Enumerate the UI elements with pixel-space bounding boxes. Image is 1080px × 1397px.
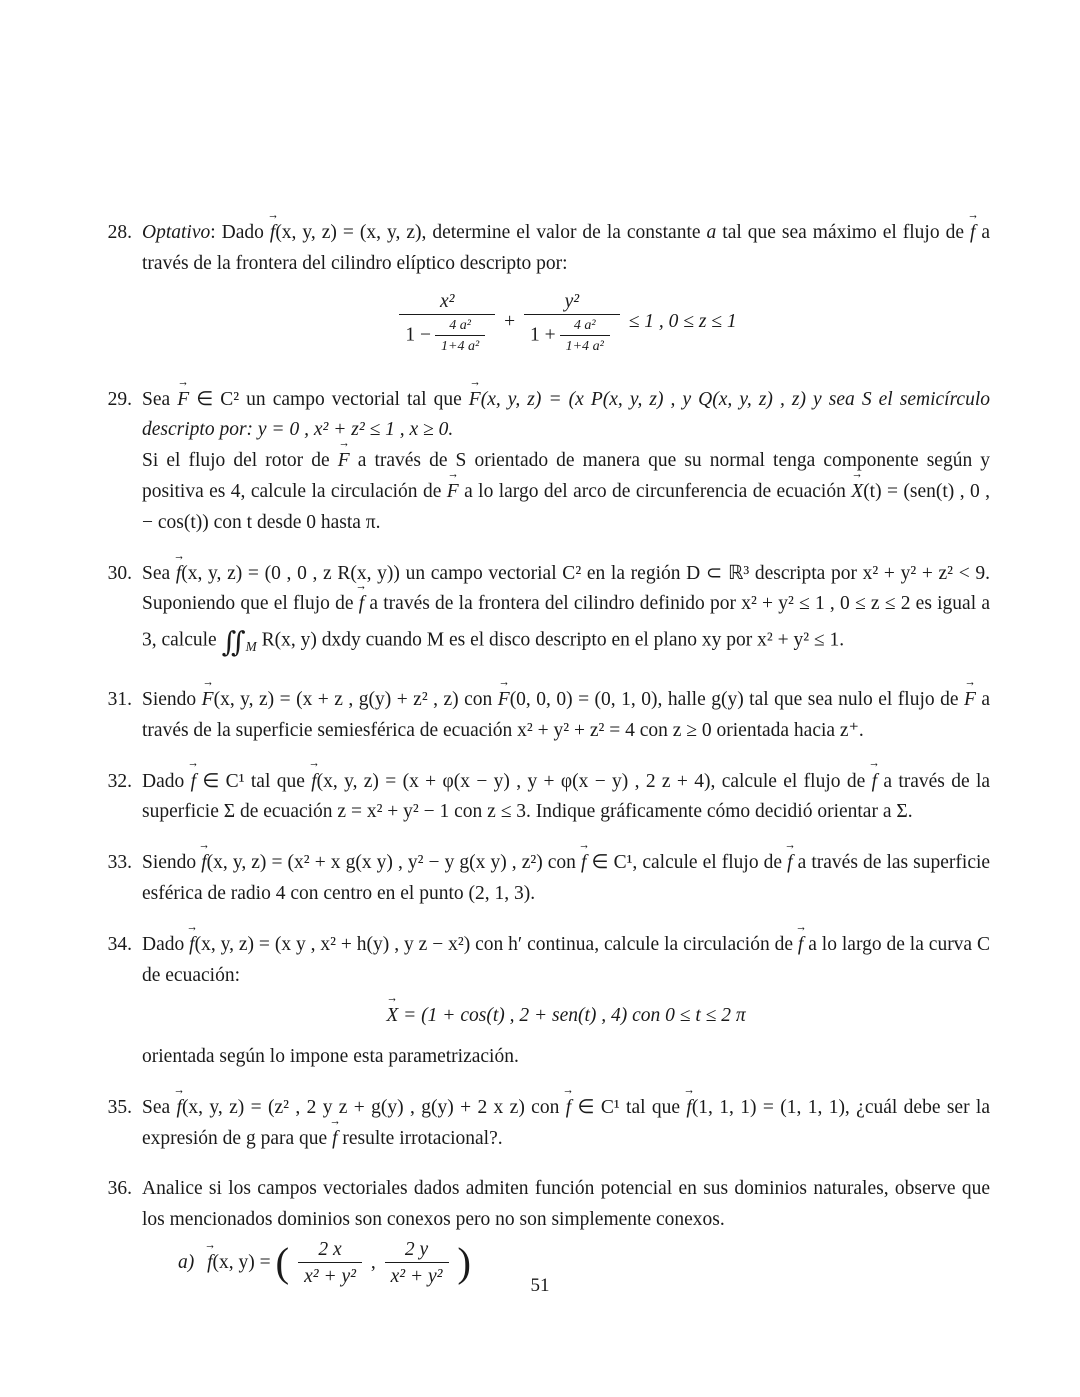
vector-X-symbol: X → bbox=[386, 1001, 398, 1032]
item-body bbox=[142, 848, 990, 910]
item-28-constant: a bbox=[706, 222, 717, 243]
vector-F-symbol: F → bbox=[964, 685, 976, 716]
vector-f-symbol: f → bbox=[359, 589, 364, 620]
list-item bbox=[88, 930, 990, 1073]
sub-item-36a-text: (x, y) = bbox=[212, 1251, 271, 1273]
item-28-text-b: (x, y, z) = (x, y, z), determine el valor de la constante bbox=[275, 222, 701, 243]
vector-F-symbol: F → bbox=[469, 385, 481, 416]
fraction-separator: , bbox=[370, 1251, 376, 1273]
vector-f-symbol: f → bbox=[191, 767, 196, 798]
vector-F-symbol: F → bbox=[498, 685, 510, 716]
exercise-list bbox=[88, 218, 990, 1309]
item-number: 32. bbox=[107, 770, 132, 792]
vector-f-symbol: f → bbox=[798, 930, 803, 961]
vector-F-symbol: F → bbox=[338, 446, 350, 477]
item-number: 29. bbox=[107, 388, 132, 410]
list-item bbox=[88, 1174, 990, 1288]
vector-F-symbol: F → bbox=[177, 385, 189, 416]
integral-subscript: M bbox=[245, 638, 257, 654]
item-35-text-a: Sea bbox=[142, 1096, 171, 1118]
inner-denominator: 1+4 a² bbox=[440, 337, 480, 354]
item-29-line1-b: ∈ C² un campo vectorial tal que bbox=[196, 388, 462, 410]
item-34-formula-text: = (1 + cos(t) , 2 + sen(t) , 4) con 0 ≤ t ≤ 2 π bbox=[403, 1005, 746, 1027]
vector-f-symbol: f → bbox=[270, 218, 275, 249]
fraction-numerator: 2 x bbox=[298, 1238, 362, 1263]
item-29-line1-c: (x, y, z) = (x P(x, y, z) , y Q(x, y, z) , z) y sea S el semicírculo descripto por: y = 0 , x² + z² ≤ 1 , x ≥ 0. bbox=[142, 388, 991, 441]
item-29-line2-a: Si el flujo del rotor de bbox=[142, 450, 330, 472]
item-body bbox=[142, 685, 990, 747]
item-33-text-a: Siendo bbox=[142, 852, 197, 874]
item-30-text-c: a través de la frontera del cilindro definido por x² + y² ≤ 1 , 0 ≤ z ≤ 2 es igual a 3, calcule bbox=[142, 593, 990, 651]
fraction-numerator: x² bbox=[399, 290, 495, 315]
inner-fraction bbox=[560, 317, 610, 355]
item-body bbox=[142, 930, 990, 1073]
item-35-text-d: (1, 1, 1) = (1, 1, 1), ¿cuál debe ser la expresión de g para que bbox=[142, 1096, 990, 1149]
den-lead: 1 − bbox=[405, 324, 431, 346]
fraction-denominator: x² + y² bbox=[390, 1266, 443, 1288]
item-31-text-d: a través de la superficie semiesférica de ecuación x² + y² + z² = 4 con z ≥ 0 orientada hacia z⁺. bbox=[142, 688, 991, 741]
item-32-text-a: Dado bbox=[142, 770, 185, 792]
item-body bbox=[142, 1174, 990, 1288]
vector-f-symbol: f → bbox=[311, 767, 316, 798]
fraction-y2 bbox=[524, 290, 620, 355]
vector-F-symbol: F → bbox=[202, 685, 214, 716]
left-paren: ( bbox=[275, 1240, 290, 1286]
fraction-denominator bbox=[524, 315, 620, 355]
item-34-formula bbox=[142, 1001, 990, 1032]
item-32-text-b: ∈ C¹ tal que bbox=[202, 770, 305, 792]
list-item bbox=[88, 218, 990, 365]
item-29-line1-a: Sea bbox=[142, 388, 171, 410]
vector-f-symbol: f → bbox=[189, 930, 194, 961]
vector-X-symbol: X → bbox=[851, 477, 863, 508]
inner-fraction bbox=[435, 317, 485, 355]
inner-numerator: 4 a² bbox=[435, 317, 485, 336]
item-29-line2-b: a través de S orientado de manera que su normal tenga componente según y positiva es 4, calcule la circulación de bbox=[142, 450, 991, 503]
list-item bbox=[88, 848, 990, 910]
vector-f-symbol: f → bbox=[207, 1248, 212, 1279]
list-item bbox=[88, 685, 990, 747]
item-number: 30. bbox=[107, 562, 132, 584]
item-31-text-a: Siendo bbox=[142, 688, 197, 710]
item-number: 34. bbox=[107, 933, 132, 955]
item-30-text-b: (x, y, z) = (0 , 0 , z R(x, y)) un campo vectorial C² en la región D ⊂ ℝ³ descripta por x² + y² + z² < 9. Suponiendo que el flujo de bbox=[142, 562, 991, 615]
list-item bbox=[88, 559, 990, 665]
item-32-text-c: (x, y, z) = (x + φ(x − y) , y + φ(x − y) , 2 z + 4), calcule el flujo de bbox=[316, 770, 866, 792]
vector-f-symbol: f → bbox=[566, 1093, 571, 1124]
sub-item-label: a) bbox=[178, 1251, 195, 1273]
item-32-text-d: a través de la superficie Σ de ecuación z = x² + y² − 1 con z ≤ 3. Indique gráficamente cómo decidió orientar a Σ. bbox=[142, 770, 991, 823]
item-number: 31. bbox=[107, 688, 132, 710]
fraction-denominator bbox=[399, 315, 495, 355]
item-28-text-a: : Dado bbox=[210, 222, 270, 243]
item-36-text-a: Analice si los campos vectoriales dados admiten función potencial en sus dominios naturales, observe que los mencionados dominios son conexos pero no son simplemente conexos. bbox=[142, 1178, 990, 1231]
den-lead: 1 + bbox=[529, 324, 556, 346]
item-number: 33. bbox=[107, 852, 132, 874]
item-34-text-c: a lo largo de la curva C de ecuación: bbox=[142, 933, 991, 986]
vector-f-symbol: f → bbox=[177, 1093, 182, 1124]
vector-f-symbol: f → bbox=[787, 848, 792, 879]
item-28-formula bbox=[142, 290, 990, 355]
right-paren: ) bbox=[457, 1240, 472, 1286]
inner-numerator: 4 a² bbox=[560, 317, 610, 336]
item-28-text-d: a través de la frontera del cilindro elíptico descripto por: bbox=[142, 222, 991, 274]
item-33-text-d: a través de las superficie esférica de radio 4 con centro en el punto (2, 1, 3). bbox=[142, 852, 991, 904]
vector-f-symbol: f → bbox=[332, 1124, 337, 1155]
item-28-text-c: tal que sea máximo el flujo de bbox=[722, 222, 964, 243]
item-35-text-c: ∈ C¹ tal que bbox=[577, 1096, 681, 1118]
fraction-x2 bbox=[399, 290, 495, 355]
item-35-text-e: resulte irrotacional?. bbox=[342, 1127, 503, 1149]
item-34-after: orientada según lo impone esta parametrización. bbox=[142, 1046, 519, 1068]
item-31-text-b: (x, y, z) = (x + z , g(y) + z² , z) con bbox=[213, 688, 493, 710]
vector-f-symbol: f → bbox=[581, 848, 586, 879]
fraction-numerator: 2 y bbox=[385, 1238, 449, 1263]
double-integral bbox=[221, 625, 257, 659]
fraction-numerator: y² bbox=[524, 290, 620, 315]
page-number: 51 bbox=[530, 1275, 550, 1296]
item-body bbox=[142, 1093, 990, 1155]
vector-f-symbol: f → bbox=[176, 559, 181, 590]
formula-tail: ≤ 1 , 0 ≤ z ≤ 1 bbox=[628, 310, 737, 332]
item-33-text-b: (x, y, z) = (x² + x g(x y) , y² − y g(x y) , z²) con bbox=[206, 852, 576, 874]
list-item bbox=[88, 385, 990, 539]
vector-f-symbol: f → bbox=[872, 767, 877, 798]
item-34-text-b: (x, y, z) = (x y , x² + h(y) , y z − x²) con h′ continua, calcule la circulación de bbox=[194, 933, 794, 955]
vector-f-symbol: f → bbox=[686, 1093, 691, 1124]
item-number: 36. bbox=[107, 1178, 132, 1200]
vector-f-symbol: f → bbox=[970, 218, 975, 249]
item-28-lead: Optativo bbox=[142, 222, 211, 243]
item-29-line3-a: (t) = (sen(t) , 0 , − cos(t)) con t desde 0 hasta π. bbox=[142, 481, 991, 533]
item-31-text-c: (0, 0, 0) = (0, 1, 0), halle g(y) tal que sea nulo el flujo de bbox=[509, 688, 959, 710]
item-body bbox=[142, 385, 990, 539]
item-30-text-a: Sea bbox=[142, 562, 171, 584]
inner-denominator: 1+4 a² bbox=[565, 337, 604, 354]
vector-F-symbol: F → bbox=[447, 477, 459, 508]
item-number: 35. bbox=[107, 1096, 132, 1118]
vector-f-symbol: f → bbox=[201, 848, 206, 879]
double-integral-icon: ∬ bbox=[221, 625, 246, 659]
plus-sign: + bbox=[504, 310, 516, 332]
list-item bbox=[88, 767, 990, 829]
item-body bbox=[142, 767, 990, 829]
item-body bbox=[142, 559, 990, 665]
item-number: 28. bbox=[107, 222, 132, 243]
item-30-text-d: R(x, y) dxdy cuando M es el disco descripto en el plano xy por x² + y² ≤ 1. bbox=[261, 629, 845, 651]
item-35-text-b: (x, y, z) = (z² , 2 y z + g(y) , g(y) + 2 x z) con bbox=[181, 1096, 560, 1118]
list-item bbox=[88, 1093, 990, 1155]
item-34-text-a: Dado bbox=[142, 933, 185, 955]
fraction-denominator: x² + y² bbox=[304, 1266, 356, 1288]
item-33-text-c: ∈ C¹, calcule el flujo de bbox=[591, 852, 783, 874]
item-body bbox=[142, 218, 990, 365]
item-29-line2-c: a lo largo del arco de circunferencia de ecuación bbox=[464, 481, 846, 503]
